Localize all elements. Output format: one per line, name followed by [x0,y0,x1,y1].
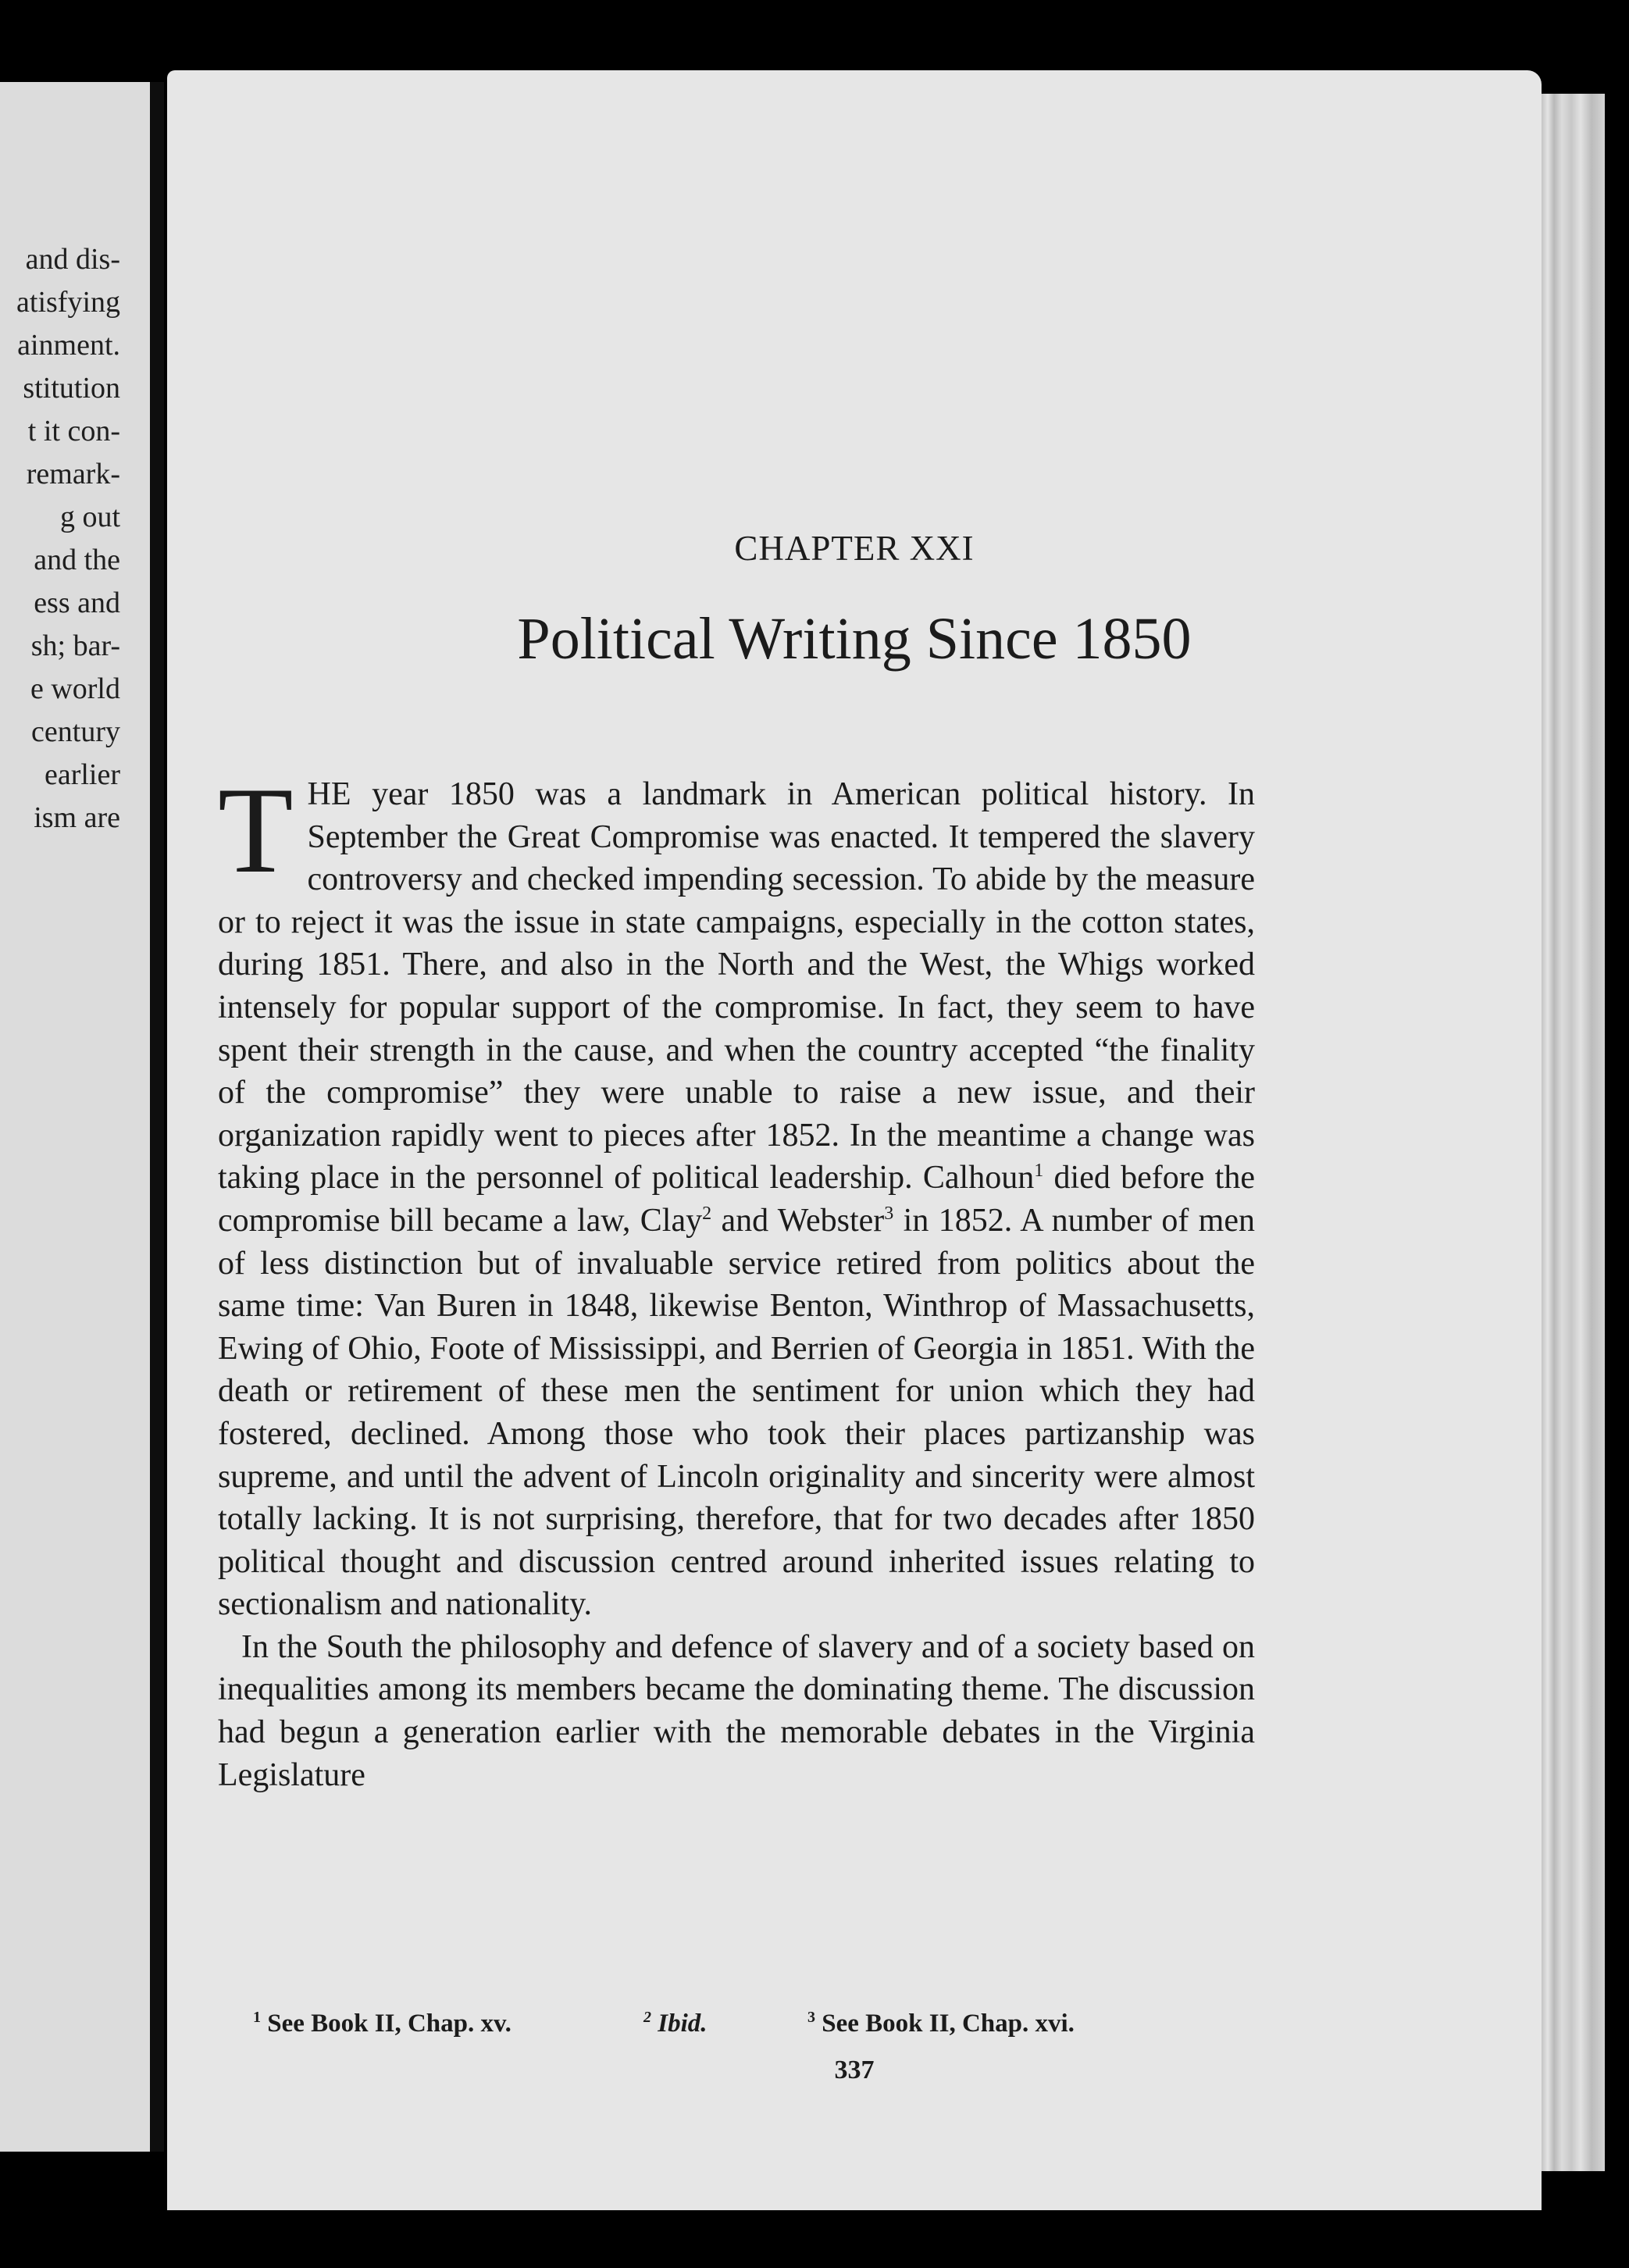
drop-cap: T [218,762,294,899]
left-page-text-line: sh; bar- [30,629,120,662]
paragraph-1-text: and Webster [711,1202,885,1239]
left-page-text-line: e world [30,672,120,705]
left-page-text-line: and the [34,544,120,576]
footnote-ref-3: 3 [884,1203,894,1224]
footnote-mark: 3 [807,2009,815,2026]
paragraph-2: In the South the philosophy and defence of slavery and of a society based on inequalities among its members became the dominating theme. The discussion had begun a generation earlier with the memorable debates in the Virginia Legislature [218,1628,1255,1793]
footnotes [253,2009,1268,2038]
left-page-text-line: and dis- [25,243,120,276]
paragraph-1 [218,762,1255,1626]
left-page-text-line: ism are [34,801,120,834]
previous-page-edge [0,82,164,2152]
footnote-text: Ibid. [651,2009,708,2038]
footnote-1 [253,2009,643,2038]
paragraph-1-text: died before the compromise bill became a law, Clay [218,1160,1255,1239]
left-page-text-line: ess and [34,587,120,619]
footnote-mark: 1 [253,2009,261,2026]
footnote-text: See Book II, Chap. xvi. [815,2009,1075,2038]
page-number: 337 [834,2056,875,2084]
left-page-text-line: stitution [23,372,120,405]
left-page-text-line: ainment. [17,329,120,362]
left-page-text-line: t it con- [27,415,120,448]
left-page-text-line: g out [59,501,120,533]
left-page-text-line: atisfying [16,286,120,319]
footnote-text: See Book II, Chap. xv. [261,2009,512,2038]
footnote-2 [643,2009,807,2038]
footnote-mark: 2 [643,2009,651,2026]
footnote-3 [807,2009,1245,2038]
page-stack-edge [1531,94,1605,2171]
left-page-text-line: earlier [44,758,120,791]
footnote-ref-2: 2 [702,1203,712,1224]
chapter-heading: CHAPTER XXI [734,529,975,568]
left-page-text-line: century [31,715,120,748]
chapter-body [218,762,1255,1796]
paragraph-1-text: in 1852. A number of men of less distinction but of invaluable service retired from politics about the same time: Van Buren in 1848, likewise Benton, Winthrop of Massachusetts, Ewing of Ohio, Foote of Mississippi, and Berrien of Georgia in 1851. With the death or retirement of these men the sentiment for union which they had fostered, declined. Among those who took their places partizanship was supreme, and until the advent of Lincoln originality and sincerity were almost totally lacking. It is not surprising, therefore, that for two decades after 1850 political thought and discussion centred around inherited issues relating to sectionalism and nationality. [218,1202,1255,1623]
left-page-text-line: remark- [26,458,120,490]
footnote-ref-1: 1 [1034,1161,1044,1182]
paragraph-1-text: HE year 1850 was a landmark in American political history. In September the Great Compromise was enacted. It tempered the slavery controversy and checked impending secession. To abide by the measure or to reject it was the issue in state campaigns, especially in the cotton states, during 1851. There, and also in the North and the West, the Whigs worked intensely for popular support of the compromise. In fact, they seem to have spent their strength in the cause, and when the country accepted “the finality of the compromise” they were unable to raise a new issue, and their organization rapidly went to pieces after 1852. In the meantime a change was taking place in the personnel of political leadership. Calhoun [218,776,1255,1196]
book-page [167,70,1542,2210]
chapter-title: Political Writing Since 1850 [517,606,1192,672]
